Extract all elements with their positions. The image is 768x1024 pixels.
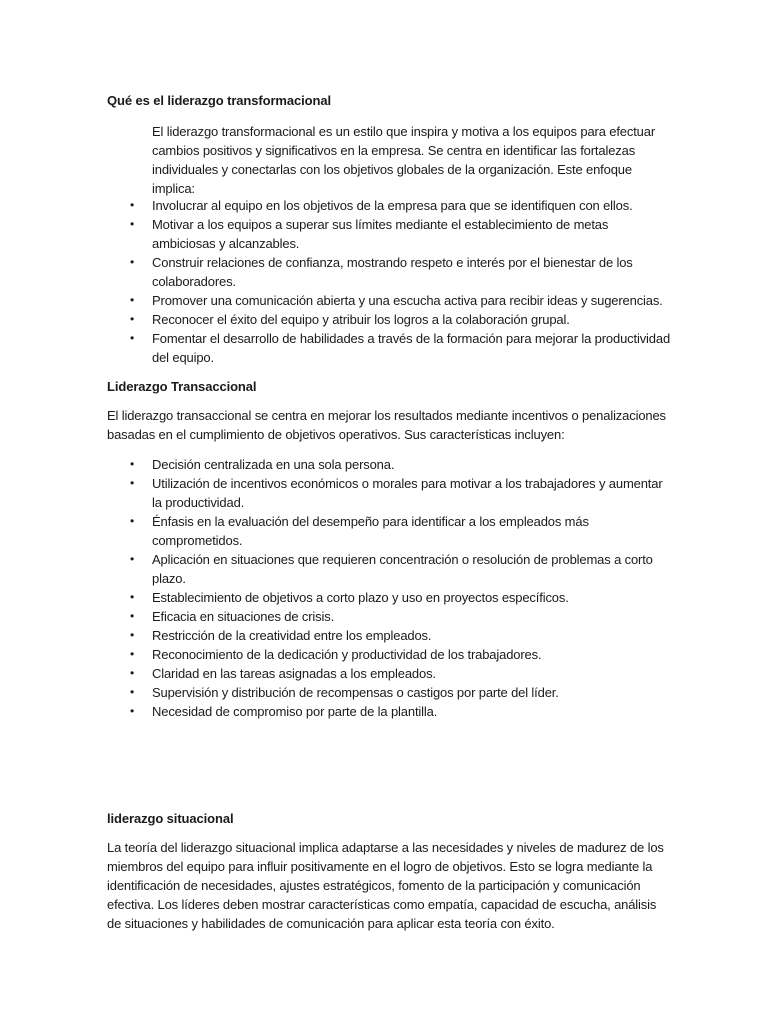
list-item (130, 645, 672, 664)
bullet-icon: • (130, 312, 135, 326)
bullet-icon: • (130, 609, 135, 623)
bullet-icon: • (130, 457, 135, 471)
list-item (130, 607, 672, 626)
bullet-icon: • (130, 628, 135, 642)
bullet-icon: • (130, 331, 135, 345)
list-item-text: Decisión centralizada en una sola persona. (152, 457, 395, 472)
list-item-text: Construir relaciones de confianza, mostrando respeto e interés por el bienestar de los colaboradores. (152, 255, 633, 289)
list-item-text: Fomentar el desarrollo de habilidades a través de la formación para mejorar la productividad del equipo. (152, 331, 671, 365)
list-item-text: Utilización de incentivos económicos o morales para motivar a los trabajadores y aumentar la productividad. (152, 476, 663, 510)
list-item-text: Supervisión y distribución de recompensas o castigos por parte del líder. (152, 685, 559, 700)
bullet-icon: • (130, 198, 135, 212)
list-transformacional (130, 196, 672, 367)
list-item-text: Motivar a los equipos a superar sus límites mediante el establecimiento de metas ambiciosas y alcanzables. (152, 217, 609, 251)
section-heading-transaccional: Liderazgo Transaccional (107, 379, 257, 394)
list-item (130, 455, 672, 474)
bullet-icon: • (130, 514, 135, 528)
bullet-icon: • (130, 293, 135, 307)
bullet-icon: • (130, 552, 135, 566)
list-item-text: Reconocer el éxito del equipo y atribuir los logros a la colaboración grupal. (152, 312, 570, 327)
list-item (130, 291, 672, 310)
list-item-text: Énfasis en la evaluación del desempeño para identificar a los empleados más comprometidos. (152, 514, 589, 548)
paragraph-situacional-body: La teoría del liderazgo situacional implica adaptarse a las necesidades y niveles de madurez de los miembros del equipo para influir positivamente en el logro de objetivos. Esto se logra mediante la identificación de necesidades, ajustes estratégicos, fomento de la participación y comunicación efectiva. Los líderes deben mostrar características como empatía, capacidad de escucha, análisis de situaciones y habilidades de comunicación para aplicar esta teoría con éxito. (107, 840, 664, 931)
list-item-text: Claridad en las tareas asignadas a los empleados. (152, 666, 436, 681)
list-item (130, 196, 672, 215)
list-item (130, 512, 672, 550)
list-item (130, 588, 672, 607)
bullet-icon: • (130, 476, 135, 490)
list-item (130, 626, 672, 645)
list-item (130, 310, 672, 329)
list-item-text: Reconocimiento de la dedicación y productividad de los trabajadores. (152, 647, 542, 662)
list-transaccional (130, 455, 672, 721)
list-item (130, 664, 672, 683)
paragraph-transformacional-intro: El liderazgo transformacional es un estilo que inspira y motiva a los equipos para efectuar cambios positivos y significativos en la empresa. Se centra en identificar las fortalezas individuales y conectarlas con los objetivos globales de la organización. Este enfoque implica: (152, 124, 656, 196)
bullet-icon: • (130, 590, 135, 604)
list-item-text: Restricción de la creatividad entre los empleados. (152, 628, 432, 643)
bullet-icon: • (130, 647, 135, 661)
section-heading-situacional: liderazgo situacional (107, 811, 234, 826)
list-item (130, 329, 672, 367)
bullet-icon: • (130, 685, 135, 699)
list-item-text: Promover una comunicación abierta y una escucha activa para recibir ideas y sugerencias. (152, 293, 663, 308)
list-item-text: Involucrar al equipo en los objetivos de la empresa para que se identifiquen con ellos. (152, 198, 633, 213)
list-item-text: Aplicación en situaciones que requieren concentración o resolución de problemas a corto plazo. (152, 552, 653, 586)
list-item (130, 550, 672, 588)
list-item-text: Necesidad de compromiso por parte de la plantilla. (152, 704, 438, 719)
list-item (130, 474, 672, 512)
list-item (130, 702, 672, 721)
bullet-icon: • (130, 255, 135, 269)
bullet-icon: • (130, 217, 135, 231)
bullet-icon: • (130, 704, 135, 718)
bullet-icon: • (130, 666, 135, 680)
list-item-text: Establecimiento de objetivos a corto plazo y uso en proyectos específicos. (152, 590, 569, 605)
section-heading-transformacional: Qué es el liderazgo transformacional (107, 93, 331, 108)
paragraph-transaccional-intro: El liderazgo transaccional se centra en mejorar los resultados mediante incentivos o penalizaciones basadas en el cumplimiento de objetivos operativos. Sus características incluyen: (107, 408, 666, 442)
list-item (130, 253, 672, 291)
list-item-text: Eficacia en situaciones de crisis. (152, 609, 335, 624)
list-item (130, 215, 672, 253)
list-item (130, 683, 672, 702)
